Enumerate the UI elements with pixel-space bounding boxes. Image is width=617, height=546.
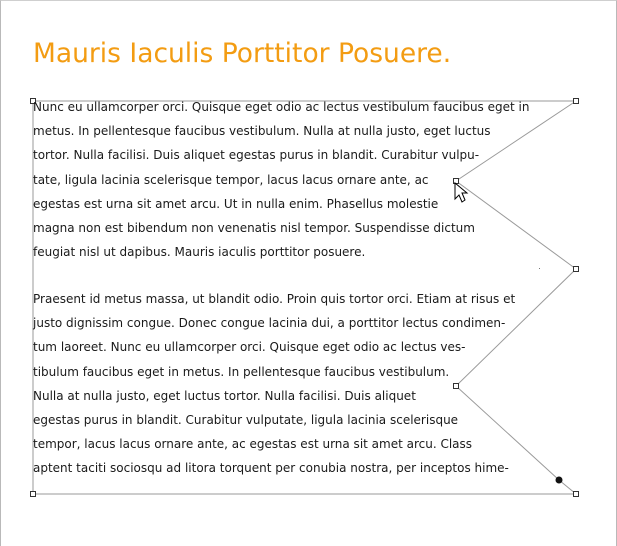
text-line: tortor. Nulla facilisi. Duis aliquet egestas purus in blandit. Curabitur vulpu- [33, 148, 480, 163]
headline: Mauris Iaculis Porttitor Posuere. [33, 38, 452, 69]
text-line: tate, ligula lacinia scelerisque tempor, lacus lacus ornare ante, ac [33, 172, 429, 187]
text-line: magna non est bibendum non venenatis nisl tempor. Suspendisse dictum [33, 221, 475, 235]
mouse-cursor-icon [455, 183, 467, 202]
text-line: feugiat nisl ut dapibus. Mauris iaculis porttitor posuere. [33, 245, 366, 260]
text-line: metus. In pellentesque faucibus vestibulum. Nulla at nulla justo, eget luctus [33, 124, 491, 139]
shape-handle-right-middle[interactable] [574, 267, 579, 272]
shape-handle-inner-bottom[interactable] [454, 384, 459, 389]
text-line: egestas purus in blandit. Curabitur vulputate, ligula lacinia scelerisque [33, 413, 459, 427]
text-line: aptent taciti sociosqu ad litora torquent per conubia nostra, per inceptos hime- [33, 461, 509, 476]
shape-handle-curve-point[interactable] [556, 477, 563, 484]
text-line: tum laoreet. Nunc eu ullamcorper orci. Quisque eget odio ac lectus ves- [33, 340, 466, 355]
text-line: tibulum faucibus eget in metus. In pellentesque faucibus vestibulum. [33, 364, 450, 379]
text-line: Nunc eu ullamcorper orci. Quisque eget odio ac lectus vestibulum faucibus eget in [33, 100, 530, 114]
shape-handle-bottom-left[interactable] [31, 492, 36, 497]
shape-handle-bottom-right[interactable] [574, 492, 579, 497]
text-line: justo dignissim congue. Donec congue lacinia dui, a porttitor lectus condimen- [33, 316, 506, 331]
stray-point [539, 268, 540, 269]
text-line: egestas est urna sit amet arcu. Ut in nulla enim. Phasellus molestie [33, 196, 439, 211]
text-line: Praesent id metus massa, ut blandit odio. Proin quis tortor orci. Etiam at risus et [33, 292, 516, 306]
shape-handle-inner-top[interactable] [454, 179, 459, 184]
text-line: Nulla at nulla justo, eget luctus tortor. Nulla facilisi. Duis aliquet [33, 388, 416, 403]
text-line: tempor, lacus lacus ornare ante, ac egestas est urna sit amet arcu. Class [33, 437, 473, 452]
shape-handle-top-right[interactable] [574, 99, 579, 104]
